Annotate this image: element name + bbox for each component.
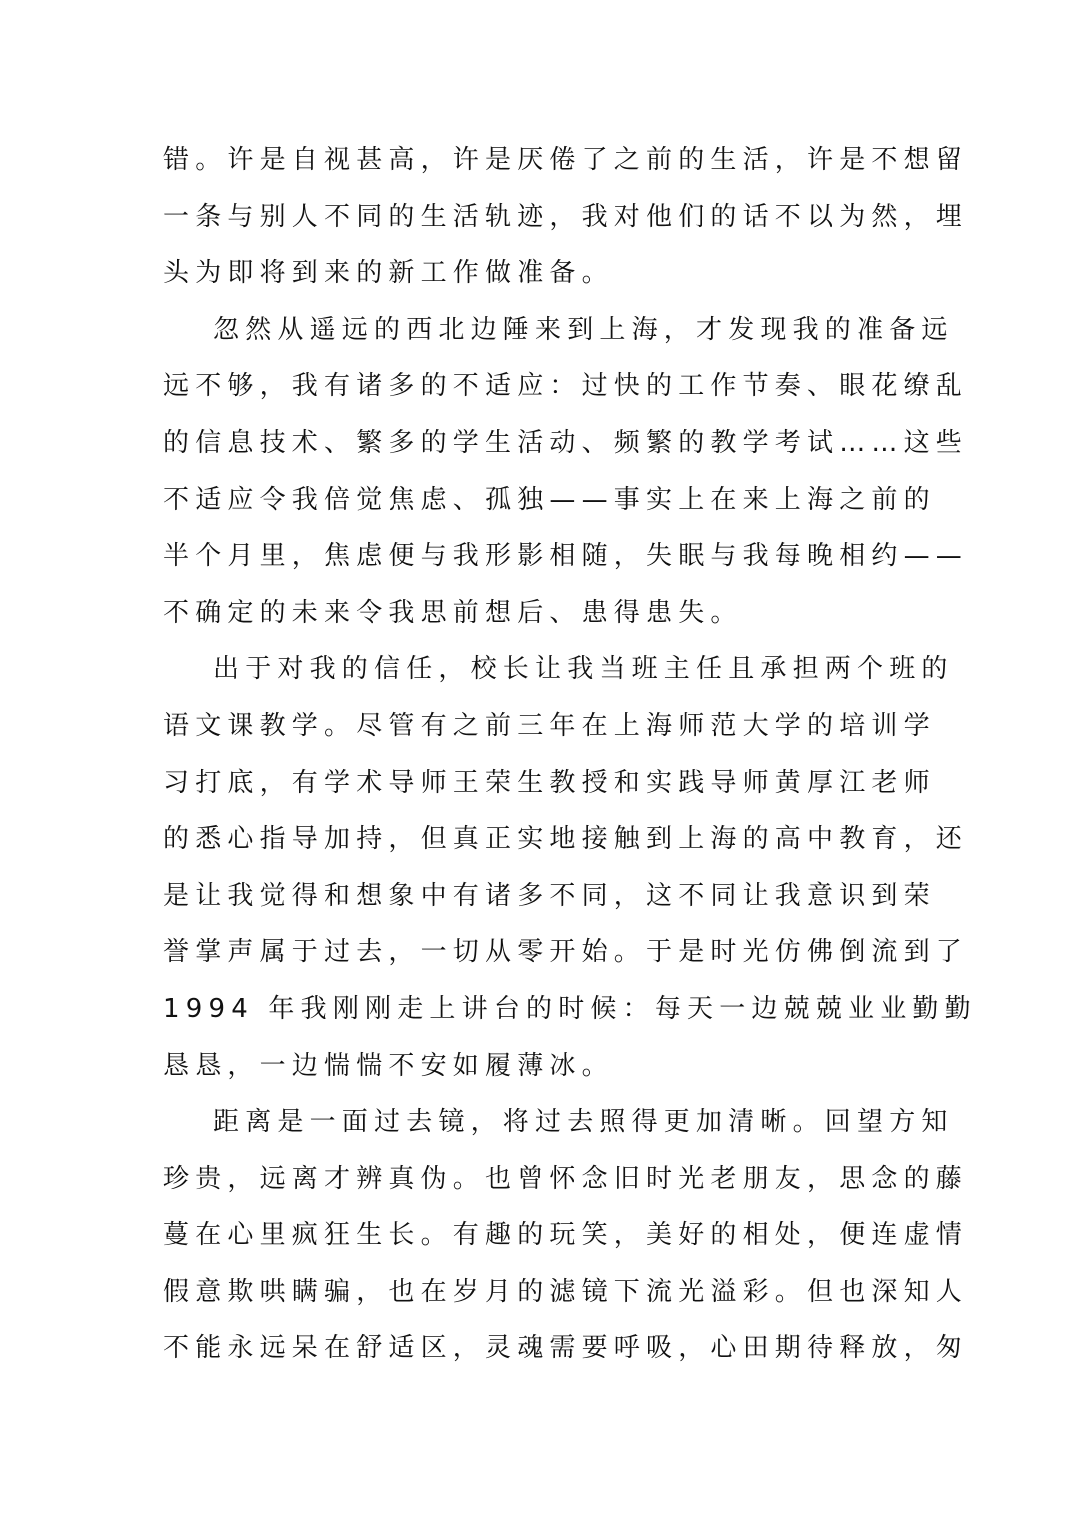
text-line: 不确定的未来令我思前想后、患得患失。 [163,597,743,628]
text-line: 出于对我的信任，校长让我当班主任且承担两个班的 [213,654,954,685]
text-line: 誉掌声属于过去，一切从零开始。于是时光仿佛倒流到了 [163,937,969,968]
text-line: 一条与别人不同的生活轨迹，我对他们的话不以为然，埋 [163,201,969,232]
text-line: 距离是一面过去镜，将过去照得更加清晰。回望方知 [213,1107,954,1138]
text-line: 的悉心指导加持，但真正实地接触到上海的高中教育，还 [163,824,969,855]
text-line: 不适应令我倍觉焦虑、孤独——事实上在来上海之前的 [163,484,936,515]
text-line: 是让我觉得和想象中有诸多不同，这不同让我意识到荣 [163,880,936,911]
text-line: 半个月里，焦虑便与我形影相随，失眠与我每晚相约—— [163,541,969,572]
text-line: 忽然从遥远的西北边陲来到上海，才发现我的准备远 [213,314,954,345]
text-line: 错。许是自视甚高，许是厌倦了之前的生活，许是不想留 [163,145,969,175]
text-line: 习打底，有学术导师王荣生教授和实践导师黄厚江老师 [163,767,936,798]
text-line: 珍贵，远离才辨真伪。也曾怀念旧时光老朋友，思念的藤 [163,1163,969,1194]
text-line: 语文课教学。尽管有之前三年在上海师范大学的培训学 [163,710,936,741]
text-line: 蔓在心里疯狂生长。有趣的玩笑，美好的相处，便连虚情 [163,1220,969,1251]
text-line: 恳恳，一边惴惴不安如履薄冰。 [163,1050,614,1081]
body-text [163,132,977,1377]
text-line: 的信息技术、繁多的学生活动、频繁的教学考试……这些 [163,427,969,458]
text-line: 远不够，我有诸多的不适应：过快的工作节奏、眼花缭乱 [163,371,969,402]
text-line: 假意欺哄瞒骗，也在岁月的滤镜下流光溢彩。但也深知人 [163,1276,969,1307]
text-line: 不能永远呆在舒适区，灵魂需要呼吸，心田期待释放，匆 [163,1333,969,1364]
text-line: 1994 年我刚刚走上讲台的时候：每天一边兢兢业业勤勤 [163,993,977,1024]
text-line: 头为即将到来的新工作做准备。 [163,258,614,289]
